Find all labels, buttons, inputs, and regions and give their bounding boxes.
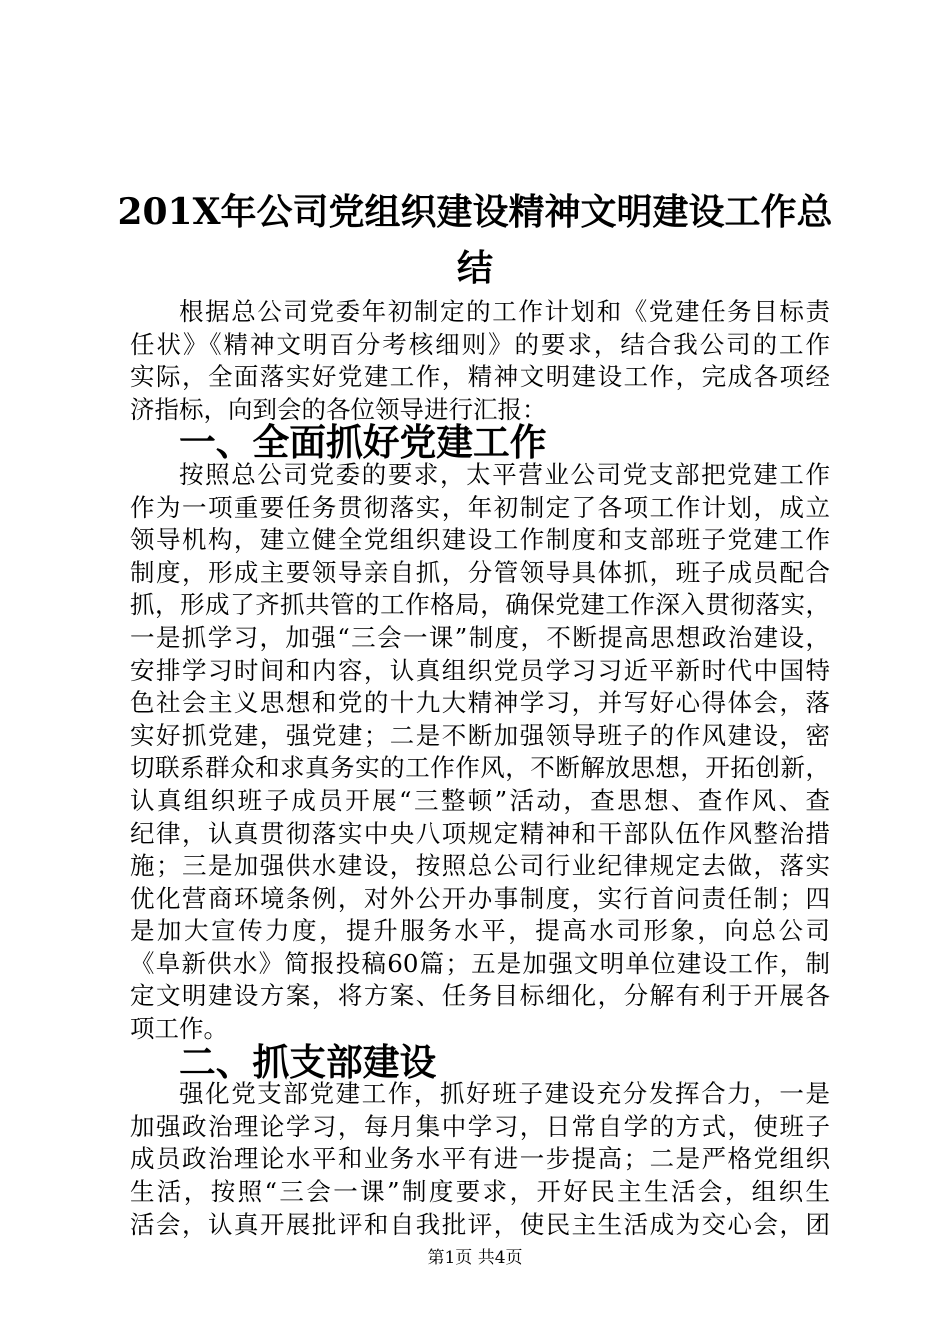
document-body [130, 296, 830, 1241]
text-line: 一是抓学习，加强“三会一课”制度，不断提高思想政治建设， [130, 622, 830, 652]
text-line: 优化营商环境条例，对外公开办事制度，实行首问责任制；四 [130, 883, 830, 913]
text-line: 按照总公司党委的要求，太平营业公司党支部把党建工作 [179, 459, 830, 489]
heading-text: 一、全面抓好党建工作 [179, 420, 547, 465]
text-line: 根据总公司党委年初制定的工作计划和《党建任务目标责 [179, 297, 830, 326]
section-1-paragraph [130, 459, 830, 1046]
page-number-footer: 第1页 共4页 [427, 1248, 523, 1268]
title-line-2: 结 [456, 247, 493, 289]
text-line: 制度，形成主要领导亲自抓，分管领导具体抓，班子成员配合 [130, 557, 830, 587]
text-line: 认真组织班子成员开展“三整顿”活动，查思想、查作风、查 [130, 785, 830, 815]
text-line: 作为一项重要任务贯彻落实，年初制定了各项工作计划，成立 [130, 492, 830, 522]
text-line: 实好抓党建，强党建；二是不断加强领导班子的作风建设，密 [130, 720, 830, 750]
title-line-1: 201X年公司党组织建设精神文明建设工作总 [117, 191, 833, 233]
text-line: 施；三是加强供水建设，按照总公司行业纪律规定去做，落实 [130, 851, 830, 881]
text-line: 抓，形成了齐抓共管的工作格局，确保党建工作深入贯彻落实， [130, 590, 830, 620]
section-1-heading [130, 420, 830, 465]
text-line: 领导机构，建立健全党组织建设工作制度和支部班子党建工作 [130, 525, 830, 555]
text-line: 是加大宣传力度，提升服务水平，提高水司形象，向总公司 [130, 916, 830, 946]
text-line: 《阜新供水》简报投稿60篇；五是加强文明单位建设工作，制 [130, 948, 830, 978]
intro-paragraph [130, 296, 830, 426]
document-title [90, 184, 860, 296]
text-line: 定文明建设方案，将方案、任务目标细化，分解有利于开展各 [130, 981, 830, 1011]
text-line: 实际，全面落实好党建工作，精神文明建设工作，完成各项经 [130, 362, 830, 392]
text-line: 成员政治理论水平和业务水平有进一步提高；二是严格党组织 [130, 1144, 830, 1174]
text-line: 加强政治理论学习，每月集中学习，日常自学的方式，使班子 [130, 1111, 830, 1141]
section-2-paragraph [130, 1078, 830, 1241]
text-line: 强化党支部党建工作，抓好班子建设充分发挥合力，一是 [179, 1079, 830, 1109]
text-line: 济指标，向到会的各位领导进行汇报： [130, 394, 547, 424]
text-line: 生活，按照“三会一课”制度要求，开好民主生活会，组织生 [130, 1177, 830, 1207]
text-line: 纪律，认真贯彻落实中央八项规定精神和干部队伍作风整治措 [130, 818, 830, 848]
text-line: 任状》《精神文明百分考核细则》的要求，结合我公司的工作 [130, 329, 830, 359]
text-line: 切联系群众和求真务实的工作作风，不断解放思想，开拓创新， [130, 753, 830, 783]
section-2-heading [130, 1039, 830, 1084]
text-line: 项工作。 [130, 1014, 228, 1044]
text-line: 安排学习时间和内容，认真组织党员学习习近平新时代中国特 [130, 655, 830, 685]
text-line: 色社会主义思想和党的十九大精神学习，并写好心得体会，落 [130, 688, 830, 718]
heading-text: 二、抓支部建设 [179, 1039, 437, 1084]
text-line: 活会，认真开展批评和自我批评，使民主生活成为交心会，团 [130, 1209, 830, 1239]
